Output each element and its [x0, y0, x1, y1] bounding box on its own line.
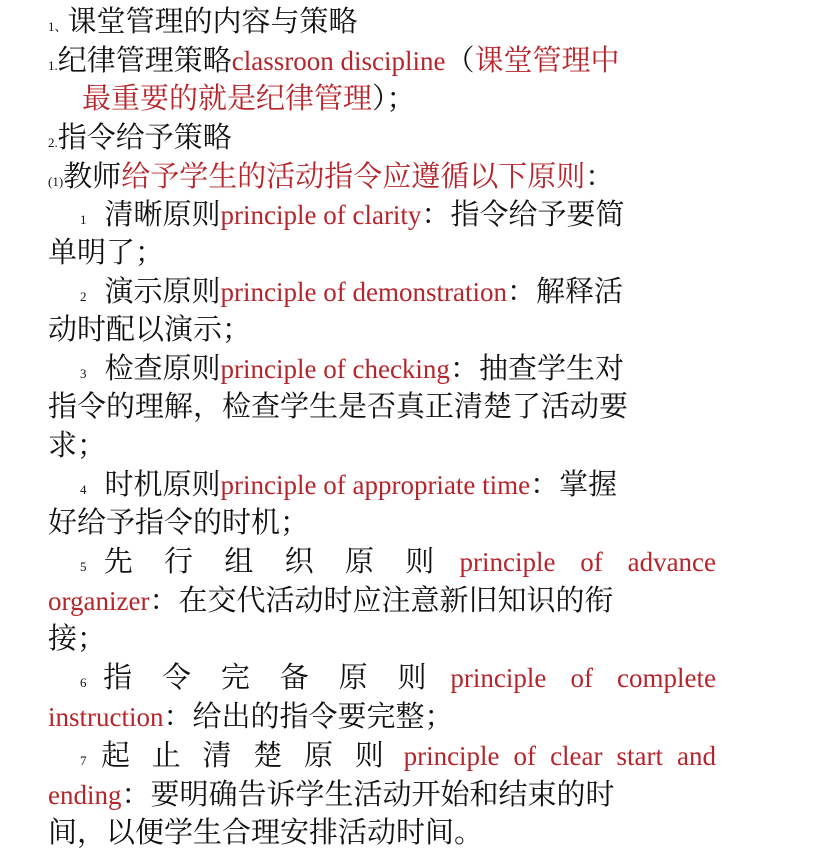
principle-3-line-3: [48, 426, 716, 464]
principle-5-desc-2: 接；: [48, 621, 107, 655]
principle-1-number: 1: [80, 212, 87, 227]
section-1-note-2: 最重要的就是纪律管理: [82, 81, 373, 115]
principle-6-en-1: principle of complete: [450, 663, 717, 693]
section-1-open-paren: （: [445, 43, 475, 77]
principle-7-en-1: principle of clear start and: [403, 741, 717, 771]
principle-3-colon: ：: [449, 351, 479, 385]
principle-1-en: principle of clarity: [220, 200, 422, 230]
principle-7-en-2: ending: [48, 780, 122, 810]
principle-2-number: 2: [80, 289, 87, 304]
section-heading: [48, 2, 716, 46]
principle-6-colon: ：: [163, 699, 193, 733]
principle-4-number: 4: [80, 482, 87, 497]
principle-2-en: principle of demonstration: [220, 277, 507, 307]
principle-4-desc-2: 好给予指令的时机；: [48, 505, 310, 539]
principle-3-number: 3: [80, 366, 87, 381]
principle-7-line-2: [48, 775, 716, 814]
principle-2-desc-1: 解释活: [535, 274, 623, 308]
principle-1-line-2: [48, 233, 716, 271]
principle-6-desc-1: 给出的指令要完整；: [192, 699, 454, 733]
principle-1-desc-2: 单明了；: [48, 235, 165, 269]
principle-2-cn: 演示原则: [104, 274, 221, 308]
principle-5-en-1: principle of advance: [459, 547, 717, 577]
principle-5-line-3: [48, 619, 716, 657]
principle-4-cn: 时机原则: [104, 467, 221, 501]
principle-4-colon: ：: [530, 467, 560, 501]
principle-6-line-2: [48, 697, 716, 736]
sub-1-number: (1): [48, 174, 64, 189]
principle-5-en-2: organizer: [48, 586, 150, 616]
principle-5-desc-1: 在交代活动时应注意新旧知识的衔: [178, 583, 614, 617]
principle-4-desc-1: 掌握: [559, 467, 618, 501]
heading-number: 1、: [48, 19, 68, 34]
principle-1-cn: 清晰原则: [104, 197, 221, 231]
principle-6-number: 6: [80, 675, 87, 690]
principle-3-desc-1: 抽查学生对: [478, 351, 624, 385]
section-1-english: classroon discipline: [231, 46, 446, 76]
principle-4-line-2: [48, 503, 716, 541]
section-1-number: 1.: [48, 58, 58, 73]
principle-6-en-2: instruction: [48, 702, 164, 732]
principle-7-colon: ：: [121, 777, 151, 811]
sub-1-text: 给予学生的活动指令应遵循以下原则: [121, 159, 586, 193]
principle-6-line-1: [48, 658, 716, 702]
principle-5-line-1: [48, 542, 716, 586]
section-2-line: [48, 118, 716, 162]
principle-5-colon: ：: [149, 583, 179, 617]
principle-2-colon: ：: [506, 274, 536, 308]
principle-7-line-3: [48, 813, 716, 851]
heading-text: 课堂管理的内容与策略: [67, 4, 358, 38]
principle-7-desc-1: 要明确告诉学生活动开始和结束的时: [150, 777, 615, 811]
principle-5-cn: 先 行 组 织 原 则: [103, 544, 443, 578]
principle-2-line-2: [48, 310, 716, 348]
principle-5-number: 5: [80, 559, 87, 574]
principle-3-desc-2: 指令的理解，检查学生是否真正清楚了活动要: [48, 389, 629, 423]
sub-1-teacher: 教师: [63, 159, 122, 193]
section-2-number: 2.: [48, 135, 58, 150]
principle-1-colon: ：: [421, 197, 451, 231]
principle-7-cn: 起 止 清 楚 原 则: [101, 738, 390, 772]
section-1-title: 纪律管理策略: [57, 43, 232, 77]
principle-7-desc-2: 间，以便学生合理安排活动时间。: [48, 815, 484, 849]
principle-1-desc-1: 指令给予要简: [450, 197, 625, 231]
principle-3-en: principle of checking: [220, 354, 450, 384]
principle-4-en: principle of appropriate time: [220, 470, 531, 500]
principle-6-cn: 指 令 完 备 原 则: [103, 660, 434, 694]
principle-3-cn: 检查原则: [104, 351, 221, 385]
principle-5-line-2: [48, 581, 716, 620]
section-1-note-1: 课堂管理中: [474, 43, 620, 77]
principle-7-number: 7: [80, 753, 87, 768]
principle-2-desc-2: 动时配以演示；: [48, 312, 252, 346]
section-1-line-2: [82, 79, 750, 117]
principle-7-line-1: [48, 736, 716, 780]
section-1-close: ）；: [372, 81, 416, 115]
principle-3-desc-3: 求；: [48, 428, 107, 462]
sub-1-colon: ：: [585, 159, 615, 193]
principle-3-line-2: [48, 387, 716, 425]
section-2-title: 指令给予策略: [57, 120, 232, 154]
